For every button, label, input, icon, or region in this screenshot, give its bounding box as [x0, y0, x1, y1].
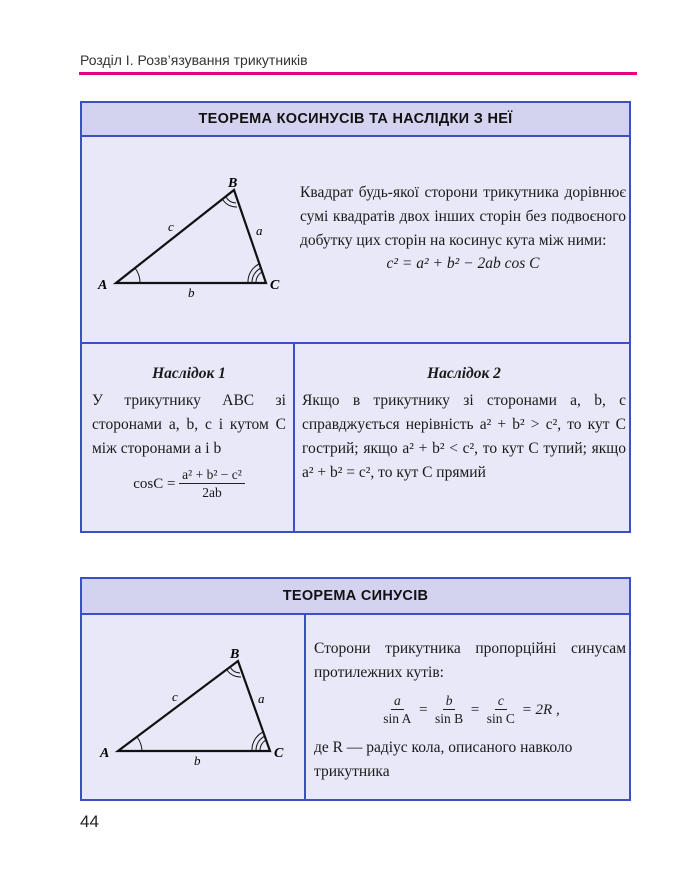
- corollary1-block: [92, 365, 286, 502]
- sine-side-c-label: c: [172, 689, 178, 704]
- sine-fraction-b-den: sin B: [435, 711, 464, 726]
- side-b-label: b: [188, 285, 195, 300]
- cosine-formula: c² = a² + b² − 2ab cos C: [386, 255, 540, 272]
- vertex-A-label: A: [98, 278, 108, 293]
- sine-note: де R — радіус кола, описаного навколо трикутника: [314, 739, 573, 780]
- sine-fraction-a: [380, 693, 414, 728]
- sine-statement: Сторони трикутника пропорційні синусам протилежних кутів:: [314, 640, 626, 681]
- sine-rhs: = 2R ,: [521, 701, 560, 718]
- cosine-theorem-title: ТЕОРЕМА КОСИНУСІВ ТА НАСЛІДКИ З НЕЇ: [82, 103, 629, 137]
- sine-statement-block: [314, 637, 626, 784]
- corollary1-fraction: [179, 467, 245, 502]
- corollary2-block: [302, 365, 626, 485]
- sine-theorem-title: ТЕОРЕМА СИНУСІВ: [82, 579, 629, 615]
- sine-side-a-label: a: [258, 691, 265, 706]
- sine-vertex-B-label: B: [230, 647, 240, 662]
- sine-vertex-A-label: A: [100, 746, 110, 761]
- side-c-label: c: [168, 219, 174, 234]
- sine-formula: [314, 693, 626, 728]
- sine-fraction-a-den: sin A: [383, 711, 412, 726]
- corollary1-formula-lhs: cosC =: [133, 475, 176, 492]
- cosine-horizontal-divider: [82, 342, 629, 344]
- sine-vertex-C-label: C: [274, 746, 284, 761]
- page-number: 44: [80, 812, 99, 831]
- cosine-theorem-box: [80, 101, 631, 533]
- corollary1-denominator: 2ab: [202, 485, 222, 500]
- section-header: Розділ І. Розв’язування трикутників: [80, 52, 308, 68]
- cosine-statement-block: [300, 181, 626, 273]
- corollary1-text: У трикутнику ABC зі сторонами a, b, c і кутом C між сторонами a і b: [92, 392, 286, 457]
- sine-fraction-b: [432, 693, 466, 728]
- sine-fraction-a-num: a: [391, 693, 404, 710]
- corollary1-formula: [92, 467, 286, 502]
- corollary2-text: Якщо в трикутнику зі сторонами a, b, c справджується нерівність a² + b² > c², то кут C гострий; якщо a² + b² < c², то кут C тупий; якщо a² + b² = c², то кут C прямий: [302, 392, 626, 481]
- cosine-statement: Квадрат будь-якої сторони трикутника дорівнює сумі квадратів двох інших сторін без подвоєного добутку цих сторін на косинус кута між ними:: [300, 184, 626, 249]
- sine-fraction-b-num: b: [443, 693, 456, 710]
- sine-fraction-c-den: sin C: [486, 711, 515, 726]
- sine-eq-2: =: [469, 701, 481, 718]
- corollary-vertical-divider: [293, 342, 295, 531]
- cosine-triangle-figure: [92, 173, 292, 303]
- corollary1-title: Наслідок 1: [152, 365, 226, 382]
- sine-theorem-box: [80, 577, 631, 801]
- side-a-label: a: [256, 223, 263, 238]
- sine-fraction-c: [484, 693, 518, 728]
- sine-side-b-label: b: [194, 753, 201, 768]
- sine-fraction-c-num: c: [495, 693, 507, 710]
- sine-vertical-divider: [304, 613, 306, 799]
- corollary1-numerator: a² + b² − c²: [179, 467, 245, 484]
- vertex-C-label: C: [270, 278, 280, 293]
- corollary2-title: Наслідок 2: [427, 365, 501, 382]
- header-divider: [79, 72, 637, 75]
- vertex-B-label: B: [228, 176, 238, 191]
- sine-triangle-figure: [92, 645, 300, 775]
- sine-eq-1: =: [418, 701, 429, 718]
